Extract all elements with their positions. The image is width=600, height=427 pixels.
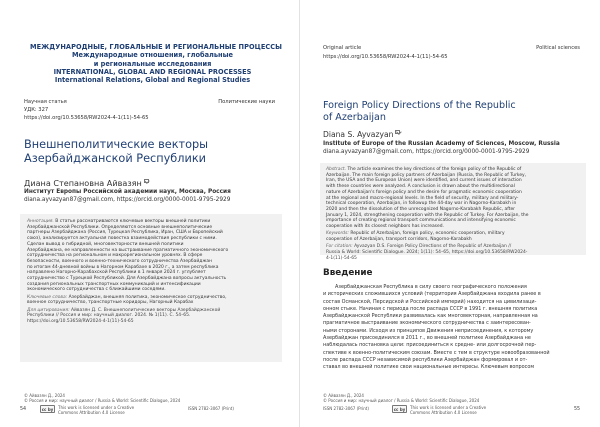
footer-journal-en: © Россия и мир: научный диалог / Russia & World: Scientific Dialogue, 2024 <box>323 398 480 403</box>
license-line: Commons Attribution 4.0 License <box>410 410 477 415</box>
abstract-line: направлено Нагорно-Карабахской Республики в 1 января 2024 г. углубляет <box>27 270 206 276</box>
footer-copyright: © Айвазян Д., 2024 <box>24 393 65 398</box>
page-number: 54 <box>20 407 27 412</box>
author-affiliation-en <box>323 141 560 149</box>
abstract-line: The article examines the key directions of the foreign policy of the Republic of <box>347 167 522 172</box>
keywords-en <box>326 231 580 242</box>
license-text <box>58 405 134 415</box>
article-title-line: Внешнеполитические векторы <box>24 138 209 151</box>
body-line: ными сторонами. Исходя из принципов Движения неприсоединения, к которому <box>323 327 534 334</box>
udc-code: УДК: 327 <box>24 107 49 113</box>
author-affiliation <box>24 189 231 197</box>
citation-en <box>326 244 580 261</box>
journal-header-line: International Relations, Global and Regional Studies <box>54 76 251 85</box>
body-line: ставал во внешней политике свои национальные интересы. Ключевым вопросом <box>323 364 535 371</box>
keywords <box>27 295 275 306</box>
cc-license-icon[interactable]: cc by <box>41 407 54 412</box>
issn: ISSN 2782-3067 (Print) <box>188 406 234 411</box>
abstract-line: technical cooperation, Azerbaijan, in followup the 44-day war in Nagorno-Karabakh in <box>326 201 517 207</box>
abstract-line: Azerbaijan. The main foreign policy partners of Azerbaijan (Russia, the Republic of Turkey, <box>326 172 527 178</box>
abstract <box>27 219 275 293</box>
abstract-label: Abstract. <box>326 167 347 172</box>
abstract-line: В статье рассматриваются ключевые векторы внешней политики <box>55 219 211 224</box>
article-title-line: Foreign Policy Directions of the Republic <box>323 100 516 111</box>
citation-line: Ayvazyan D.S. Foreign Policy Directions of the Republic of Azerbaijan // <box>354 244 512 250</box>
body-line: Азербайджан присоединился в 2011 г., во внешней политике Азербайджана не <box>323 335 531 342</box>
page-number-en: 55 <box>574 407 581 412</box>
abstract-panel <box>20 214 282 362</box>
citation-line: 4-1(11)-54-65 <box>326 255 357 261</box>
body-line: прагматичное выстраивание экономического сотрудничества с заинтересован- <box>323 320 531 327</box>
abstract-line: Iran, the USA and the European Union) were identified, and current issues of interaction <box>326 178 522 184</box>
abstract-line: союз), анализируется актуальная повестка взаимодействия республики с ними. <box>27 236 217 242</box>
citation-label: For citation: <box>326 244 353 250</box>
citation-line: Республики // Россия и мир: научный диалог. 2024. № 1(11). С. 54–65. <box>27 313 191 319</box>
abstract-line: 2020 and then the dissolution of the unrecognized Nagorno-Karabakh Republic, after <box>326 206 516 212</box>
abstract-line: nature of Azerbaijan's foreign policy and the desire for pragmatic economic cooperation <box>326 189 522 195</box>
abstract-line: по итогам 44-дневной войны в Нагорном Карабахе в 2020 г., а затем республика <box>27 264 219 270</box>
abstract-line: сотрудничества на региональном и макрорегиональном уровнях. В сфере <box>27 253 203 259</box>
keywords-label: Ключевые слова: <box>27 294 68 300</box>
article-title <box>24 138 279 165</box>
article-section-en: Political sciences <box>536 45 580 51</box>
affiliation-text: Институт Европы Российской академии наук, Москва, Россия <box>24 189 231 195</box>
body-line: состав Османской, Персидской и Российской империй) находится на цивилизаци- <box>323 298 537 305</box>
keywords-line: военное сотрудничество, транспортные коридоры, Нагорный Карабах <box>27 300 194 306</box>
abstract-line: партнеры Азербайджана (Россия, Турецкая Республика, Иран, США и Европейский <box>27 230 223 236</box>
abstract-line: Азербайджанской Республики. Определяются основные внешнеполитические <box>27 224 213 230</box>
body-line: наблюдалась постановка цели: присоединиться к средне- или долгосрочной пер- <box>323 342 537 349</box>
abstract-line: January 1, 2024, strengthening cooperation with the Republic of Turkey. For Azerbaijan, the <box>326 212 529 218</box>
author-name-text: Diana S. Ayvazyan <box>323 130 394 139</box>
license-text-en <box>410 405 486 415</box>
abstract-line: сотрудничество с Турецкой Республикой. Для Азербайджана вопросы актуальность <box>27 276 227 282</box>
abstract-line: экономического сотрудничества с ближайшими соседями. <box>27 287 166 293</box>
author-contacts-en[interactable]: diana.ayvazyan87@gmail.com, https://orcid.org/0000-0001-9795-2929 <box>323 149 530 155</box>
license-line: This work is licensed under a Creative <box>410 405 487 410</box>
article-section: Политические науки <box>218 99 275 105</box>
section-heading-introduction: Введение <box>323 268 373 278</box>
article-title-line: of Azerbaijan <box>323 112 387 124</box>
abstract-line: безопасности, военного и военно-технического сотрудничества Азербайджан <box>27 258 212 264</box>
abstract-line: cooperation with its closest neighbors has increased. <box>326 224 444 230</box>
author-contacts[interactable]: diana.ayvazyan87@gmail.com, https://orcid.org/0000-0001-9795-2929 <box>24 197 231 203</box>
doi-link-en[interactable]: https://doi.org/10.53658/RW2024-4-1(11)-54-65 <box>323 54 448 60</box>
journal-header-line: и региональные исследования <box>93 59 212 68</box>
body-line: спективе к военно-политическим союзам. Вместе с тем в структуре новообразованной <box>323 349 550 356</box>
journal-section-header <box>30 43 283 85</box>
abstract-line: создания региональных транспортных коммуникаций и интенсификации <box>27 281 201 287</box>
article-title-en <box>323 100 583 124</box>
cc-license-icon[interactable]: cc by <box>393 407 406 412</box>
keywords-line: Republic of Azerbaijan, foreign policy, economic cooperation, military <box>350 231 505 237</box>
body-line: после распада СССР независимой республики Азербайджан формировал и от- <box>323 356 528 363</box>
doi-link[interactable]: https://doi.org/10.53658/RW2024-4-1(11)-54-65 <box>24 115 149 121</box>
article-title-line: Азербайджанской Республики <box>24 151 207 165</box>
citation-line[interactable]: https://doi.org/10.53658/RW2024-4-1(11)-54-65 <box>27 319 134 325</box>
citation <box>27 308 275 325</box>
abstract-panel-en <box>320 163 586 261</box>
author-name <box>24 178 149 188</box>
journal-header-line: INTERNATIONAL, GLOBAL AND REGIONAL PROCESSES <box>53 67 252 76</box>
author-name-en <box>323 130 400 139</box>
footer-journal: © Россия и мир: научный диалог / Russia & World: Scientific Dialogue, 2024 <box>24 398 181 403</box>
journal-header-line: МЕЖДУНАРОДНЫЕ, ГЛОБАЛЬНЫЕ И РЕГИОНАЛЬНЫЕ ПРОЦЕССЫ <box>30 43 283 51</box>
article-type-en: Original article <box>323 45 362 51</box>
envelope-icon[interactable] <box>395 130 400 134</box>
abstract-line: importance of creating regional transport communications and intensifying economic <box>326 218 516 224</box>
envelope-icon[interactable] <box>144 179 149 183</box>
abstract-line: Сделан вывод о гибридной, многовекторности внешней политики <box>27 241 184 247</box>
body-line: Азербайджанская Республика в силу своего географического положения <box>335 284 527 290</box>
affiliation-text: Institute of Europe of the Russian Academy of Sciences, Moscow, Russia <box>323 141 560 147</box>
abstract-line: at the regional and macro-regional levels. In the field of security, military and military- <box>326 195 519 201</box>
footer-copyright-en: © Айвазян Д., 2024 <box>323 393 364 398</box>
abstract-line: with these countries were analyzed. A conclusion is drawn about the multidirectional <box>326 184 515 190</box>
citation-line[interactable]: Russia & World: Scientific Dialogue. 2024; 1(11): 54–65, https://doi.org/10.53658/RW2024- <box>326 250 528 256</box>
journal-header-line: Международные отношения, глобальные <box>71 51 234 60</box>
abstract-label: Аннотация. <box>27 219 54 224</box>
article-type: Научная статья <box>24 99 67 105</box>
keywords-label: Keywords: <box>326 231 349 237</box>
license-line: This work is licensed under a Creative <box>58 405 135 410</box>
author-name-text: Диана Степановна Айвазян <box>24 178 142 188</box>
citation-line: Айвазян Д. С. Внешнеполитические векторы Азербайджанской <box>71 307 221 313</box>
keywords-line: Азербайджан, внешняя политика, экономическое сотрудничество, <box>68 294 227 300</box>
abstract-en <box>326 167 580 230</box>
introduction-paragraph <box>323 284 578 372</box>
issn-en: ISSN 2782-3067 (Print) <box>323 406 369 411</box>
body-line: онном стыке. Начиная с периода после распада СССР в 1991 г. внешняя политика <box>323 305 538 312</box>
keywords-line: cooperation of Azerbaijan, transport corridors, Nagorno-Karabakh <box>326 237 472 243</box>
abstract-line: Азербайджана, ее направленности на выстраивание прагматичного экономического <box>27 247 229 253</box>
body-line: Азербайджанской Республики развивалась как многовекторная, направленная на <box>323 313 538 320</box>
citation-label: Для цитирования: <box>27 307 70 313</box>
license-line: Commons Attribution 4.0 License <box>58 410 125 415</box>
body-line: и исторических сложившихся условий (территория Азербайджана входила ранее в <box>323 291 541 298</box>
